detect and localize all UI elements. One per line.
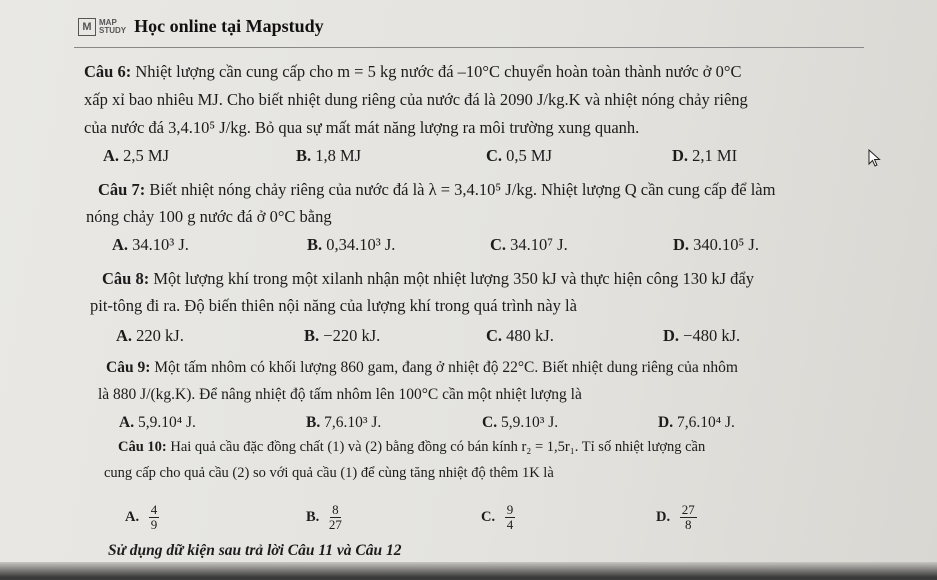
mouse-cursor-icon xyxy=(868,149,882,167)
q8-line1: Câu 8: Một lượng khí trong một xilanh nhận một nhiệt lượng 350 kJ và thực hiện công 130 kJ đẩy xyxy=(102,269,754,288)
q8-option-a: A. 220 kJ. xyxy=(116,326,184,345)
q9-option-d: D. 7,6.10⁴ J. xyxy=(658,414,735,431)
logo-line2: STUDY xyxy=(99,25,127,35)
q9-option-a: A. 5,9.10⁴ J. xyxy=(119,414,196,431)
q9-line2: là 880 J/(kg.K). Để nâng nhiệt độ tấm nhôm lên 100°C cần một nhiệt lượng là xyxy=(98,386,582,403)
q10-line1: Câu 10: Hai quả cầu đặc đồng chất (1) và (2) bằng đồng có bán kính r₂ = 1,5r₁. Tỉ số nhiệt lượng cần xyxy=(118,439,706,455)
q10-line2: cung cấp cho quả cầu (2) so với quả cầu (1) để cùng tăng nhiệt độ thêm 1K là xyxy=(104,465,554,481)
logo-icon: M xyxy=(78,18,96,36)
q6-option-c: C. 0,5 MJ xyxy=(486,146,553,165)
q6-line3: của nước đá 3,4.10⁵ J/kg. Bỏ qua sự mất mát năng lượng ra môi trường xung quanh. xyxy=(84,118,640,137)
q9-label: Câu 9: xyxy=(106,359,151,376)
q7-line1: Câu 7: Biết nhiệt nóng chảy riêng của nước đá là λ = 3,4.10⁵ J/kg. Nhiệt lượng Q cần cung cấp để làm xyxy=(98,180,776,199)
q6-line2: xấp xỉ bao nhiêu MJ. Cho biết nhiệt dung riêng của nước đá là 2090 J/kg.K và nhiệt nóng chảy riêng xyxy=(84,90,748,109)
header-divider xyxy=(74,47,864,48)
q6-label: Câu 6: xyxy=(84,62,132,81)
q6-option-d: D. 2,1 MI xyxy=(672,146,738,165)
q9-line1: Câu 9: Một tấm nhôm có khối lượng 860 gam, đang ở nhiệt độ 22°C. Biết nhiệt dung riêng của nhôm xyxy=(106,359,738,376)
q10-label: Câu 10: xyxy=(118,439,167,455)
mapstudy-logo xyxy=(78,18,126,36)
header-title: Học online tại Mapstudy xyxy=(134,16,324,36)
q10-option-b: B. $\frac{8}{27}$ xyxy=(306,502,342,532)
q7-option-b: B. 0,34.10³ J. xyxy=(307,235,396,254)
q6-option-b: B. 1,8 MJ xyxy=(296,146,362,165)
q10-option-c: C. $\frac{9}{4}$ xyxy=(481,502,514,532)
logo-line1: MAP xyxy=(99,17,117,27)
q10-option-c-fraction: $\frac{9}{4}$ xyxy=(506,502,514,532)
q10-option-d: D. $\frac{27}{8}$ xyxy=(656,502,695,532)
q10-option-b-fraction: $\frac{8}{27}$ xyxy=(328,502,342,532)
q9-option-b: B. 7,6.10³ J. xyxy=(306,414,382,431)
section-instruction: Sử dụng dữ kiện sau trả lời Câu 11 và Câu 12 xyxy=(108,542,402,559)
q10-option-a-fraction: $\frac{4}{9}$ xyxy=(150,502,158,532)
q6-line1: Câu 6: Nhiệt lượng cần cung cấp cho m = 5 kg nước đá –10°C chuyển hoàn toàn thành nước ở 0°C xyxy=(84,62,742,81)
q10-option-d-fraction: $\frac{27}{8}$ xyxy=(681,502,695,532)
q7-label: Câu 7: xyxy=(98,180,146,199)
page-header xyxy=(78,16,324,37)
q7-line2: nóng chảy 100 g nước đá ở 0°C bằng xyxy=(86,207,332,226)
bottom-edge-shadow xyxy=(0,562,937,580)
q6-option-a: A. 2,5 MJ xyxy=(103,146,170,165)
q7-option-d: D. 340.10⁵ J. xyxy=(673,235,759,254)
q8-label: Câu 8: xyxy=(102,269,150,288)
q9-option-c: C. 5,9.10³ J. xyxy=(482,414,559,431)
q7-option-a: A. 34.10³ J. xyxy=(112,235,189,254)
q8-option-d: D. −480 kJ. xyxy=(663,326,741,345)
q10-option-a: A. $\frac{4}{9}$ xyxy=(125,502,158,532)
q8-line2: pit-tông đi ra. Độ biến thiên nội năng của lượng khí trong quá trình này là xyxy=(90,296,577,315)
q8-option-b: B. −220 kJ. xyxy=(304,326,381,345)
q8-option-c: C. 480 kJ. xyxy=(486,326,554,345)
q7-option-c: C. 34.10⁷ J. xyxy=(490,235,568,254)
